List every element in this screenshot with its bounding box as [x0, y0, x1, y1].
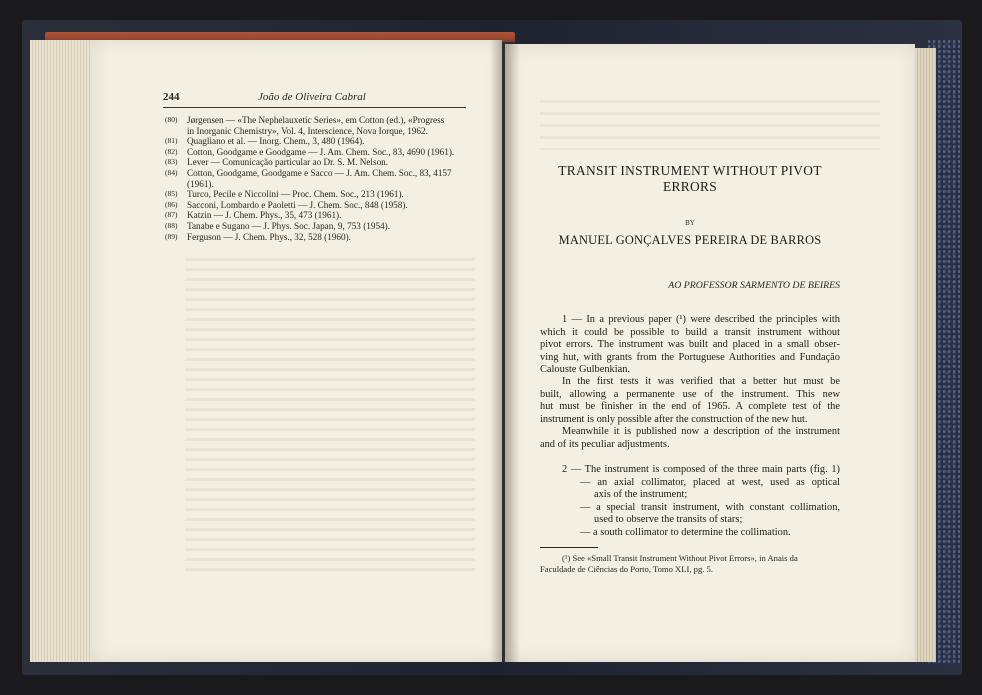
reference-item: [163, 115, 473, 136]
footnote-line: (¹) See «Small Transit Instrument Without Pivot Errors», in Anais da: [562, 553, 798, 563]
reference-item: [163, 200, 473, 211]
reference-text: Lever — Comunicação particular ao Dr. S. M. Nelson.: [187, 157, 389, 168]
reference-text: Cotton, Goodgame, Goodgame e Sacco — J. Am. Chem. Soc., 83, 4157: [187, 167, 452, 178]
left-page-stack: [30, 40, 100, 662]
reference-number: (85): [165, 189, 178, 199]
reference-item: [163, 232, 473, 243]
footnote: [540, 553, 840, 575]
reference-text: Turco, Pecile e Niccolini — Proc. Chem. Soc., 213 (1961).: [187, 189, 404, 200]
running-head: João de Oliveira Cabral: [258, 91, 366, 103]
reference-text: Katzin — J. Chem. Phys., 35, 473 (1961).: [187, 210, 342, 221]
list-item: — a special transit instrument, with constant collimation,: [580, 501, 840, 513]
text-line: instrument is only possible after the construction of the new hut.: [540, 413, 808, 425]
author-name: MANUEL GONÇALVES PEREIRA DE BARROS: [558, 233, 822, 247]
reference-number: (88): [165, 220, 178, 230]
footnote-rule: [540, 547, 598, 548]
reference-item: [163, 189, 473, 200]
reference-item: [163, 157, 473, 168]
text-line: In the first tests it was verified that a better hut must be: [562, 376, 840, 387]
text-line: Calouste Gulbenkian.: [540, 364, 631, 376]
reference-item: [163, 136, 473, 147]
byline-label: BY: [685, 219, 695, 227]
reference-number: (83): [165, 157, 178, 167]
header-rule: [163, 107, 466, 108]
text-line: and of its peculiar adjustments.: [540, 438, 670, 450]
reference-item: [163, 210, 473, 221]
paragraph-2: [540, 376, 840, 426]
reference-text: (1961).: [187, 178, 214, 189]
reference-item: [163, 221, 473, 232]
paragraph-3: [540, 426, 840, 451]
reference-text: Quagliano et al. — Inorg. Chem., 3, 480 (1964).: [187, 136, 365, 147]
article-title-line: ERRORS: [663, 179, 717, 194]
reference-text: Ferguson — J. Chem. Phys., 32, 528 (1960).: [187, 231, 351, 242]
article-title-line: TRANSIT INSTRUMENT WITHOUT PIVOT: [558, 163, 822, 178]
text-line: ving hut, with grants from the Portuguese Authorities and Fundação: [540, 351, 840, 363]
right-page-stack: [912, 48, 936, 662]
text-line: Meanwhile it is published now a description of the instrument: [562, 426, 840, 437]
text-line: pivot errors. The instrument was built and placed in a small obser-: [540, 339, 840, 351]
dedication: AO PROFESSOR SARMENTO DE BEIRES: [668, 280, 840, 291]
reference-text: Sacconi, Lombardo e Paoletti — J. Chem. Soc., 848 (1958).: [187, 199, 408, 210]
page-number: 244: [163, 91, 180, 103]
reference-text: in Inorganic Chemistry», Vol. 4, Interscience, Nova Iorque, 1962.: [187, 125, 428, 136]
reference-number: (81): [165, 136, 178, 146]
reference-text: Cotton, Goodgame e Goodgame — J. Am. Chem. Soc., 83, 4690 (1961).: [187, 146, 455, 157]
list-item: — a south collimator to determine the collimation.: [580, 526, 791, 538]
text-line: 1 — In a previous paper (¹) were described the principles with: [562, 314, 840, 325]
book-gutter: [490, 40, 520, 662]
reference-text: Jørgensen — «The Nephelauxetic Series», em Cotton (ed.), «Progress: [187, 115, 445, 125]
reference-number: (80): [165, 115, 178, 124]
footnote-line: Faculdade de Ciências do Porto, Tomo XLI, pg. 5.: [540, 564, 713, 574]
reference-number: (82): [165, 146, 178, 156]
text-line: hut must be finisher in the end of 1965. A complete test of the: [540, 401, 840, 413]
list-item: — an axial collimator, placed at west, used as optical: [580, 476, 840, 488]
text-line: built, allowing a permanente use of the instrument. This new: [540, 388, 840, 400]
bleed-through-text-right: [540, 100, 880, 150]
reference-item: [163, 168, 473, 189]
list-item-cont: used to observe the transits of stars;: [594, 514, 743, 526]
reference-number: (89): [165, 231, 178, 241]
text-line: which it could be possible to build a transit instrument without: [540, 326, 840, 338]
reference-text: Tanabe e Sugano — J. Phys. Soc. Japan, 9, 753 (1954).: [187, 220, 390, 231]
bleed-through-text: [185, 258, 475, 578]
reference-item: [163, 147, 473, 158]
paragraph-1: [540, 314, 840, 377]
reference-number: (87): [165, 210, 178, 220]
text-line: 2 — The instrument is composed of the three main parts (fig. 1): [562, 464, 840, 475]
left-page-header: [163, 91, 466, 107]
reference-number: (86): [165, 199, 178, 209]
reference-list: [163, 115, 473, 242]
paragraph-4: [540, 464, 840, 540]
reference-number: (84): [165, 167, 178, 177]
list-item-cont: axis of the instrument;: [594, 489, 688, 501]
article-title: [540, 163, 840, 195]
